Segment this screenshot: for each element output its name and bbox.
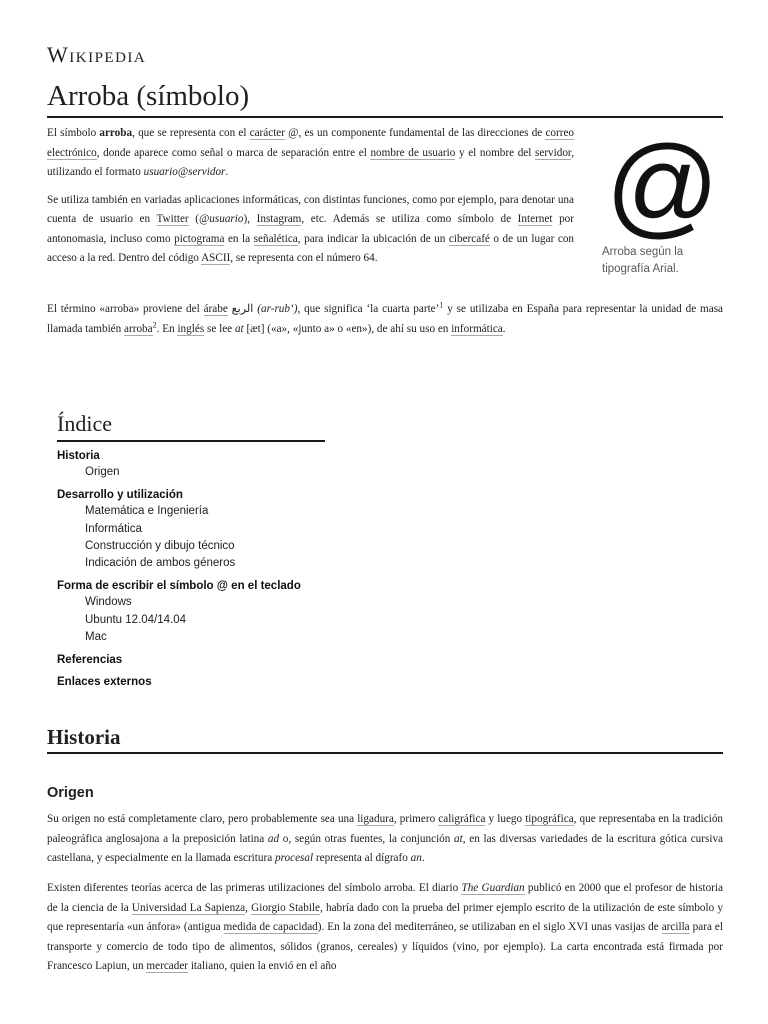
at-symbol-image[interactable]: @ xyxy=(605,123,720,248)
intro-paragraph-2: Se utiliza también en variadas aplicaciones informáticas, con distintas funciones, como por ejemplo, para denotar una cuenta de usuario en Twitter (@usuario), Instagram, etc. Además se utiliza como símbolo de Internet por antonomasia, incluso como pictograma en la señalética, para indicar la ubicación de un cibercafé o de un lugar con acceso a la red. Dentro del código ASCII, se representa con el número 64. xyxy=(47,193,575,264)
bold-term: arroba xyxy=(99,127,133,139)
link-pictograma[interactable]: pictograma xyxy=(174,232,225,245)
toc-subsection-item[interactable]: Origen xyxy=(85,466,120,478)
link-arcilla[interactable]: arcilla xyxy=(661,921,690,933)
link-ascii[interactable]: ASCII xyxy=(201,252,231,264)
link-caracter[interactable]: carácter xyxy=(249,127,285,139)
link-mercader[interactable]: mercader xyxy=(146,960,189,972)
table-of-contents xyxy=(57,408,325,690)
toc-list xyxy=(57,448,325,690)
link-ingles[interactable]: inglés xyxy=(177,322,205,335)
link-tipografica[interactable]: tipográfica xyxy=(525,813,574,825)
link-medida-de-capacidad[interactable]: medida de capacidad xyxy=(223,921,318,933)
toc-subsection-item[interactable]: Construcción y dibujo técnico xyxy=(85,539,235,552)
link-nombre-de-usuario[interactable]: nombre de usuario xyxy=(370,146,456,159)
historia-paragraph-1: Su origen no está completamente claro, pero probablemente sea una ligadura, primero caligráfica y luego tipográfica, que representaba en la tradición paleográfica anglosajona a la preposición latina ad o, según otras fuentes, la conjunción at, en las diversas variedades de la escritura gótica cursiva castellana, y especialmente en la llamada escritura procesal representa al dígrafo an. xyxy=(47,813,724,864)
toc-section-item[interactable]: Desarrollo y utilización xyxy=(57,489,183,502)
toc-subsection-item[interactable]: Informática xyxy=(85,522,142,535)
section-heading-historia: Historia xyxy=(47,722,723,754)
reference-1[interactable]: 1 xyxy=(439,300,444,310)
historia-body-2 xyxy=(47,879,723,977)
intro-paragraph-1: El símbolo arroba, que se representa con el carácter @, es un componente fundamental de las direcciones de correo electrónico, donde aparece como señal o marca de separación entre el nombre de usuario y el nombre del servidor, utilizando el formato usuario@servidor. xyxy=(47,127,575,178)
link-giorgio-stabile[interactable]: Giorgio Stabile xyxy=(251,901,321,914)
historia-body-1 xyxy=(47,810,723,869)
link-instagram[interactable]: Instagram xyxy=(256,213,302,225)
infobox-figure xyxy=(602,123,723,278)
historia-paragraph-2: Existen diferentes teorías acerca de las primeras utilizaciones del símbolo arroba. El diario The Guardian publicó en 2000 que el profesor de historia de la ciencia de la Universidad La Sapienza, Giorgio Stabile, habría dado con la prueba del primer ejemplo escrito de la utilización de este símbolo y que representaría «un ánfora» (antigua medida de capacidad). En la zona del mediterráneo, se utilizaban en el siglo XVI unas vasijas de arcilla para el transporte y comercio de todo tipo de alimentos, sólidos (granos, cereales) y líquidos (vino, por ejemplo). La carta encontrada está firmada por Francesco Lapiun, un mercader italiano, quien la envió en el año xyxy=(47,882,724,972)
toc-section-item[interactable]: Forma de escribir el símbolo @ en el teclado xyxy=(57,580,301,593)
link-caligrafica[interactable]: caligráfica xyxy=(438,813,486,825)
link-arabe[interactable]: árabe xyxy=(203,303,228,315)
intro-section-wide xyxy=(47,300,723,339)
toc-section-item[interactable]: Enlaces externos xyxy=(57,676,152,689)
intro-paragraph-3: El término «arroba» proviene del árabe الربع (ar-rub‘), que significa ‘la cuarta parte’$^1$ y se utilizaba en España para representar la unidad de masa llamada también arroba$^2$. En inglés se lee at [æt] («a», «junto a» o «en»), de ahí su uso en informática. xyxy=(47,300,724,335)
subsection-heading-origen: Origen xyxy=(47,785,94,801)
toc-subsection-item[interactable]: Matemática e Ingeniería xyxy=(85,505,209,518)
link-correo-electronico[interactable]: correo electrónico xyxy=(47,127,575,159)
link-twitter[interactable]: Twitter xyxy=(156,213,189,225)
toc-subsection-item[interactable]: Windows xyxy=(85,596,132,609)
link-universidad-la-sapienza[interactable]: Universidad La Sapienza xyxy=(131,901,246,914)
wikipedia-wordmark[interactable]: Wikipedia xyxy=(47,42,147,67)
page-title: Arroba (símbolo) xyxy=(47,78,723,118)
link-servidor[interactable]: servidor xyxy=(535,146,572,159)
toc-subsection-item[interactable]: Indicación de ambos géneros xyxy=(85,557,236,570)
link-the-guardian[interactable]: The Guardian xyxy=(461,882,525,894)
link-arroba[interactable]: arroba xyxy=(124,322,153,335)
toc-subsection-item[interactable]: Ubuntu 12.04/14.04 xyxy=(85,613,187,626)
intro-section xyxy=(47,124,574,269)
toc-title: Índice xyxy=(57,408,325,442)
link-internet[interactable]: Internet xyxy=(517,213,553,225)
toc-section-item[interactable]: Historia xyxy=(57,450,100,462)
link-cibercafe[interactable]: cibercafé xyxy=(448,232,490,245)
link-informatica[interactable]: informática xyxy=(451,322,503,335)
toc-subsection-item[interactable]: Mac xyxy=(85,631,107,644)
link-senaletica[interactable]: señalética xyxy=(253,232,298,245)
link-ligadura[interactable]: ligadura xyxy=(357,813,394,825)
reference-2[interactable]: 2 xyxy=(152,319,157,329)
toc-section-item[interactable]: Referencias xyxy=(57,654,123,667)
figure-caption: Arroba según la tipografía Arial. xyxy=(602,246,684,275)
